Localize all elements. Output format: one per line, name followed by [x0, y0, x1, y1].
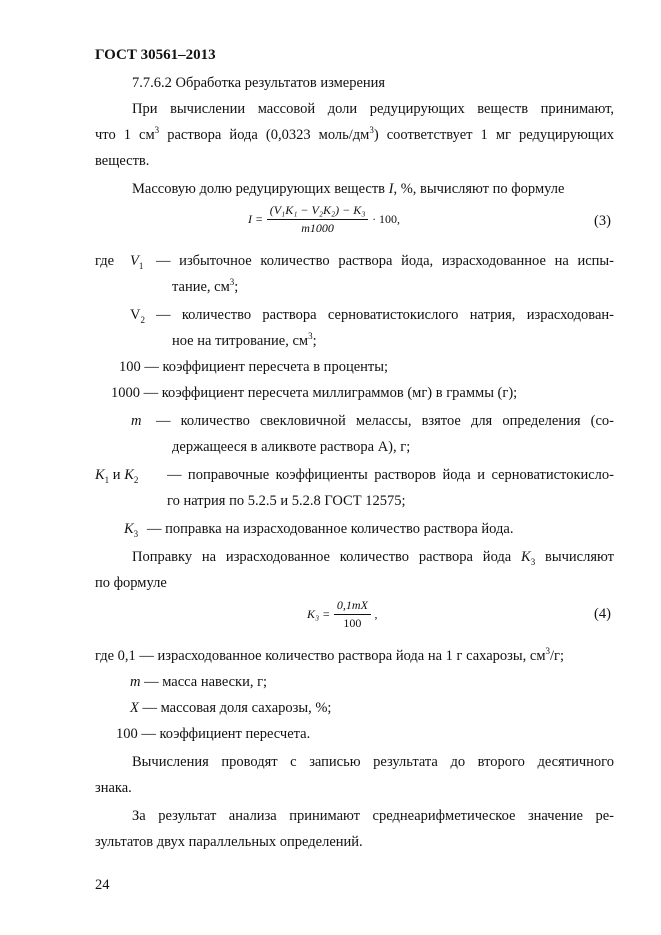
- equation-number: (3): [594, 213, 611, 229]
- paragraph-line: За результат анализа принимают среднеарифметическое значение ре-: [132, 808, 614, 824]
- definition-line: 100 — коэффициент пересчета в проценты;: [119, 359, 389, 375]
- symbol-v2: $V_2$: [130, 307, 145, 325]
- paragraph-line: по формуле: [95, 575, 167, 591]
- symbol-m: m: [131, 413, 142, 429]
- definition-line: — поправочные коэффициенты растворов йода и серноватистокисло-: [167, 467, 614, 483]
- paragraph-line: знака.: [95, 780, 132, 796]
- paragraph-line: Вычисления проводят с записью результата до второго десятичного: [132, 754, 614, 770]
- paragraph-line: веществ.: [95, 153, 150, 169]
- definition-line: m — масса навески, г;: [130, 674, 268, 690]
- paragraph-line: Массовую долю редуцирующих веществ I, %, вычисляют по формуле: [132, 181, 565, 197]
- document-header: ГОСТ 30561–2013: [95, 47, 216, 63]
- definition-line: — количество раствора серноватистокислого натрия, израсходован-: [156, 307, 614, 323]
- definition-line: тание, $см^3$;: [172, 277, 239, 295]
- paragraph-line: При вычислении массовой доли редуцирующих веществ принимают,: [132, 101, 614, 117]
- definition-line: 1000 — коэффициент пересчета миллиграммов (мг) в граммы (г);: [111, 385, 518, 401]
- symbol-k1-k2: $K_1$ и $K_2$: [95, 467, 139, 485]
- symbol-k3: $K_3$: [124, 521, 139, 539]
- paragraph-line: что 1 $см^3$ раствора йода (0,0323 моль/$дм^3$) соответствует 1 мг редуцирующих: [95, 126, 614, 143]
- definition-line: го натрия по 5.2.5 и 5.2.8 ГОСТ 12575;: [167, 493, 406, 509]
- definition-line: — количество свекловичной мелассы, взятое для определения (со-: [156, 413, 614, 429]
- formula-4: K₃ = $\frac{0,1mX}{100}$ ,: [307, 598, 378, 630]
- where-label: где: [95, 253, 115, 269]
- definition-line: — поправка на израсходованное количество раствора йода.: [147, 521, 514, 537]
- section-title: 7.7.6.2 Обработка результатов измерения: [132, 75, 386, 91]
- definition-line: — избыточное количество раствора йода, израсходованное на испы-: [156, 253, 614, 269]
- formula-3: I = $\frac{\text{(V₁K₁ − V₂K₂) − K₃}}{m1000}$ · 100,: [248, 203, 401, 235]
- paragraph-line: зультатов двух параллельных определений.: [95, 834, 363, 850]
- definition-line: держащееся в аликвоте раствора А), г;: [172, 439, 411, 455]
- definition-line: где 0,1 — израсходованное количество раствора йода на 1 г сахарозы, $см^3/г$;: [95, 646, 565, 664]
- symbol-v1: $V_1$: [130, 253, 144, 271]
- paragraph-line: Поправку на израсходованное количество раствора йода $K_3$ вычисляют: [132, 549, 614, 566]
- definition-line: ное на титрование, $см^3$;: [172, 331, 317, 349]
- page-number: 24: [95, 877, 110, 893]
- equation-number: (4): [594, 606, 611, 622]
- definition-line: X — массовая доля сахарозы, %;: [130, 700, 332, 716]
- definition-line: 100 — коэффициент пересчета.: [116, 726, 311, 742]
